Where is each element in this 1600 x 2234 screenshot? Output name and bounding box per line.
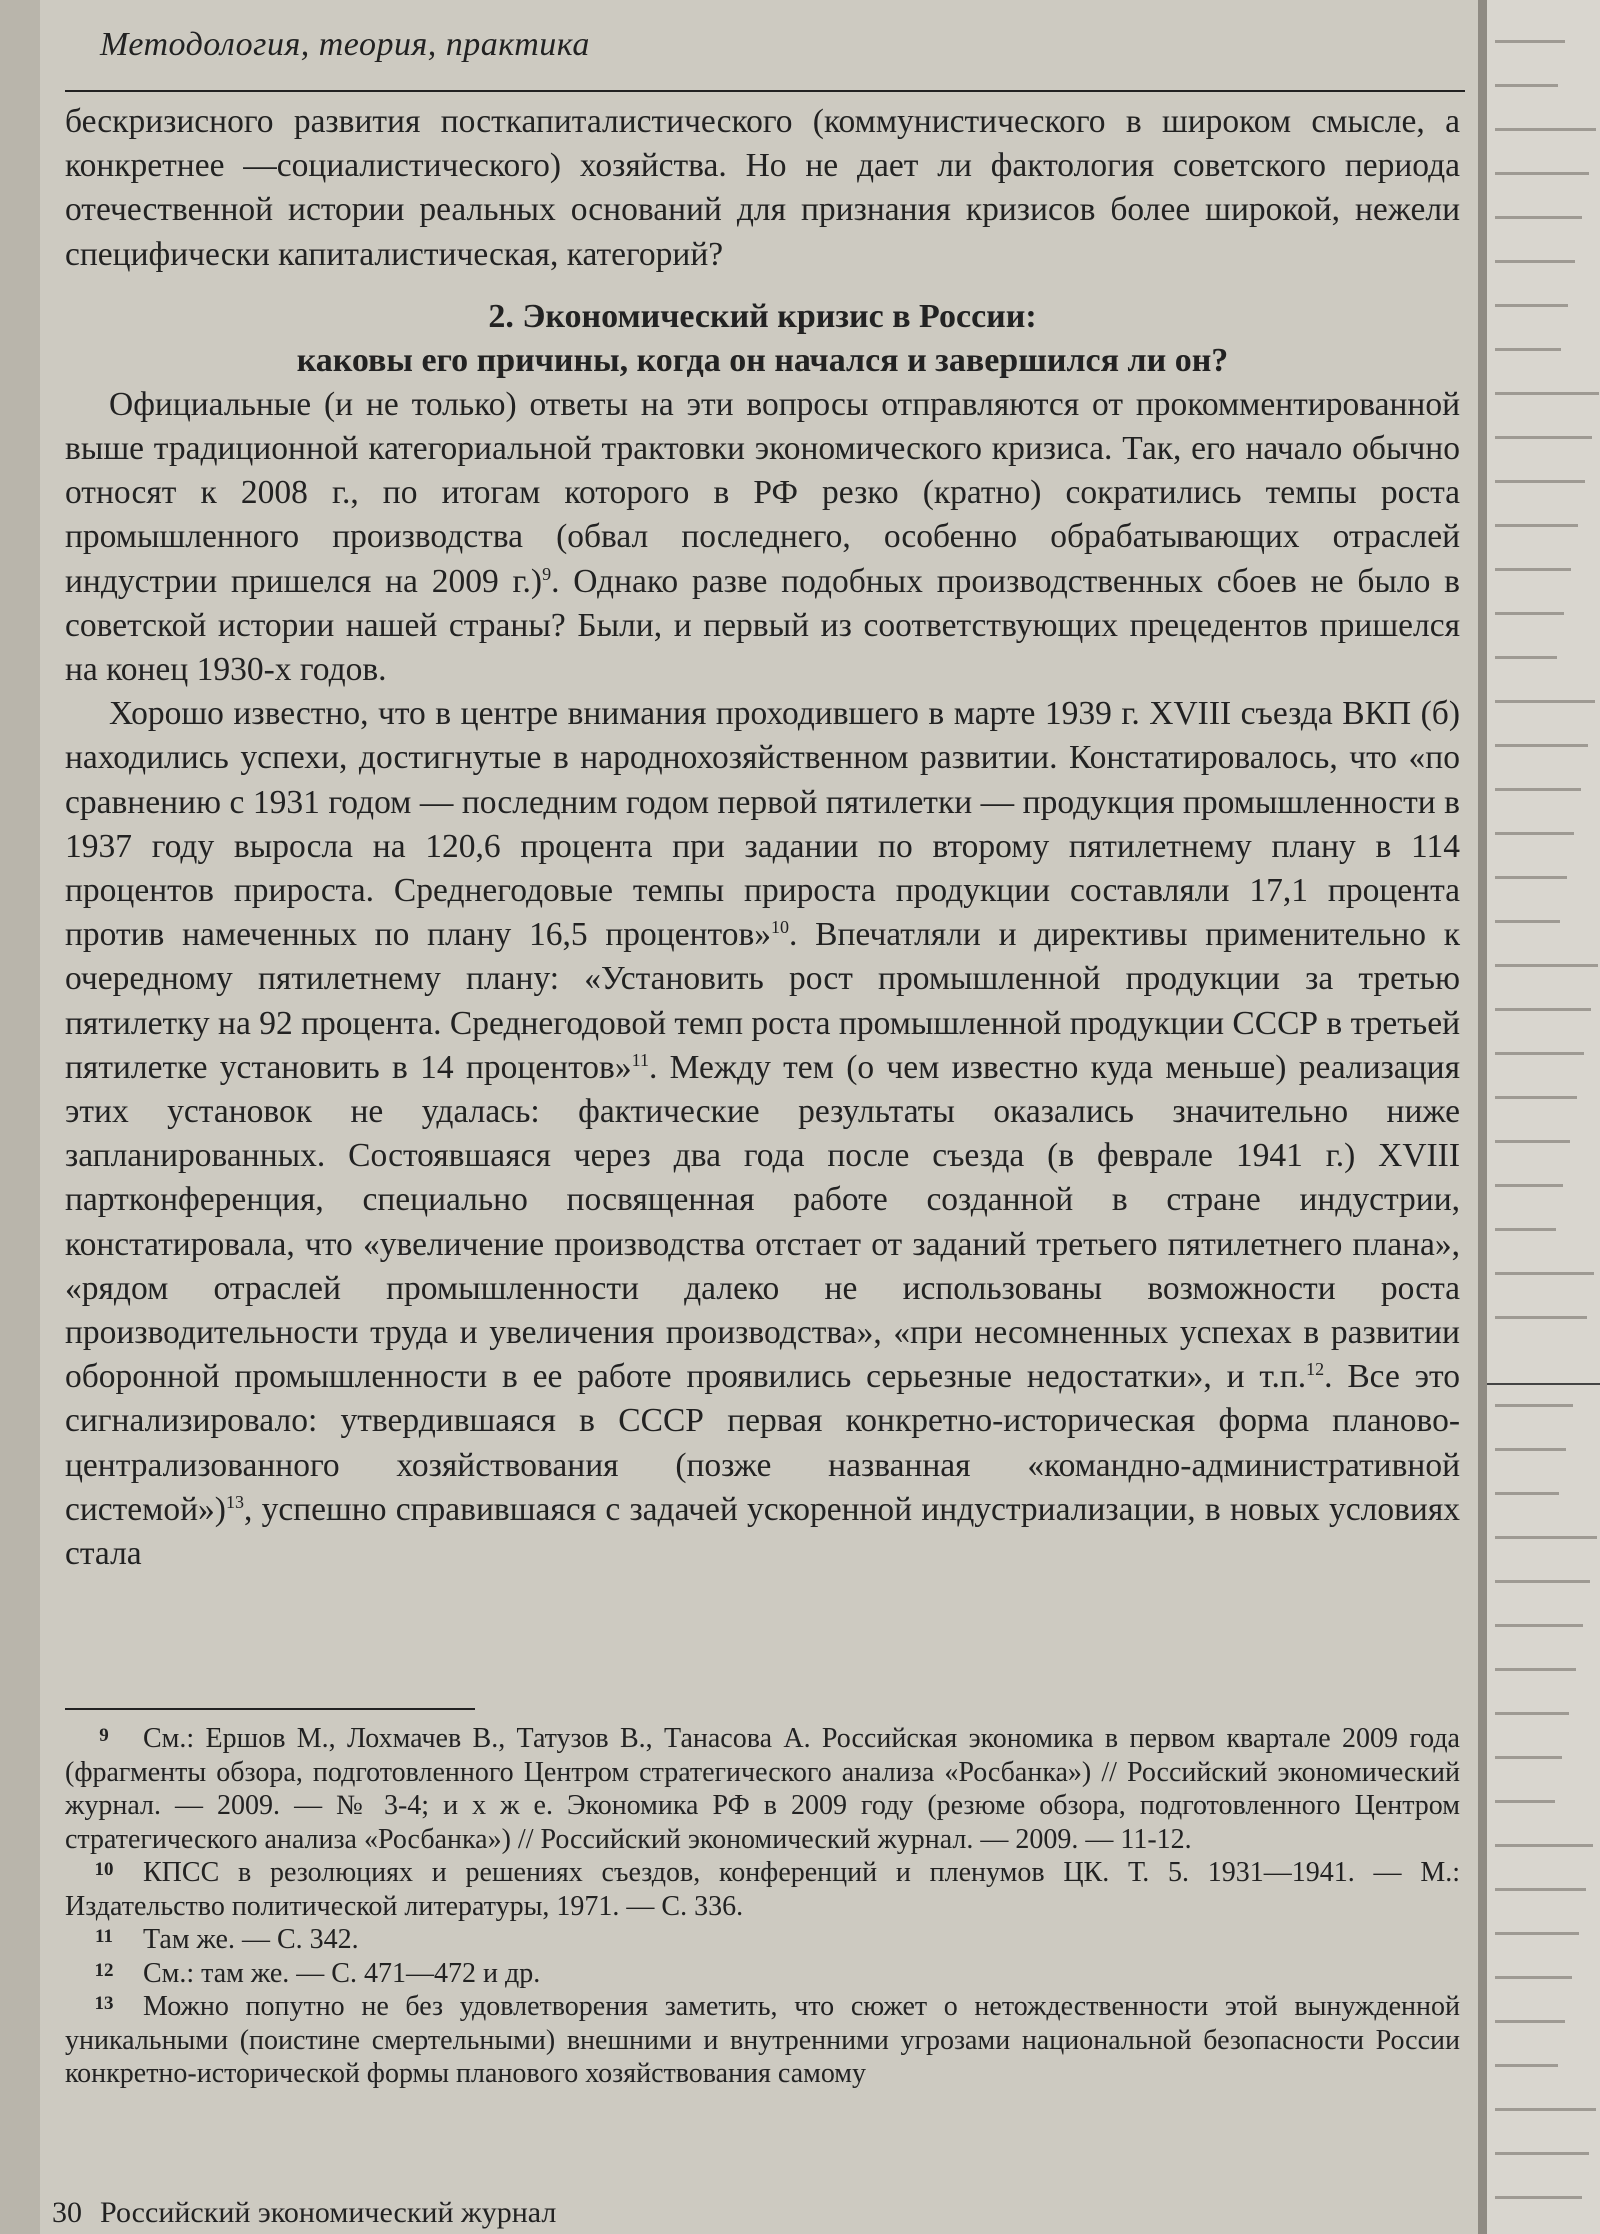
adjacent-page-line [1495,788,1581,791]
footnote-ref-10: 10 [771,917,790,938]
adjacent-page-line [1495,1536,1597,1539]
adjacent-page-line [1495,1096,1577,1099]
paragraph-2-text-c: . Между тем (о чем известно куда меньше) реализация этих установок не удалась: фактические результаты оказались значительно ниже запланированных. Состоявшаяся через два года после съезда (в феврале 1941 г.) XVIII партконференция, специально посвященная работе созданной в стране индустрии, констатировала, что «увеличение производства отстает от заданий третьего пятилетнего плана», «рядом отраслей промышленности далеко не использованы возможности роста производительности труда и увеличения производства», «при несомненных успехах в развитии оборонной промышленности в ее работе проявились серьезные недостатки», и т.п. [65,1048,1460,1396]
adjacent-page-line [1495,1668,1576,1671]
paragraph-2-text-b: . Впечатляли и директивы применительно к очередному пятилетнему плану: «Установить рост промышленной продукции за третью пятилетку на 92 процента. Среднегодовой темп роста промышленной продукции СССР в третьей пятилетке установить в 14 процентов» [65,916,1461,1086]
main-text [65,100,1460,1576]
section-heading-line2: каковы его причины, когда он начался и завершился ли он? [296,341,1229,379]
adjacent-page-line [1495,920,1560,923]
adjacent-page-line [1495,260,1575,263]
footnote-9 [65,1722,1460,1856]
footnote-ref-12: 12 [1306,1359,1325,1380]
adjacent-page-line [1495,876,1567,879]
adjacent-page-edge [1487,0,1600,2234]
adjacent-page-line [1495,568,1571,571]
adjacent-page-line [1495,2020,1565,2023]
footnotes [65,1722,1460,2091]
paragraph-2-text-a: Хорошо известно, что в центре внимания проходившего в марте 1939 г. XVIII съезда ВКП (б) находились успехи, достигнутые в народнохозяйственном развитии. Констатировалось, что «по сравнению с 1931 годом — последним годом первой пятилетки — продукция промышленности в 1937 году выросла на 120,6 процента при задании по второму пятилетнему плану в 114 процентов прироста. Среднегодовые темпы прироста продукции составляли 17,1 процента против намеченных по плану 16,5 процентов» [65,695,1460,954]
book-page [40,0,1485,2234]
paragraph-2-text-e: , успешно справившаяся с задачей ускоренной индустриализации, в новых условиях стала [65,1490,1460,1573]
adjacent-page-line [1495,1404,1573,1407]
adjacent-page-line [1495,128,1596,131]
running-header: Методология, теория, практика [100,26,590,63]
footnote-text: См.: Ершов М., Лохмачев В., Татузов В., Танасова А. Российская экономика в первом квартале 2009 года (фрагменты обзора, подготовленного Центром стратегического анализа «Росбанка») // Российский экономический журнал. — 2009. — № 3-4; и х ж е. Экономика РФ в 2009 году (резюме обзора, подготовленного Центром стратегического анализа «Росбанка») // Российский экономический журнал. — 2009. — 11-12. [65,1723,1460,1855]
adjacent-page-line [1495,1272,1594,1275]
header-rule [65,90,1465,92]
adjacent-page-line [1495,1932,1579,1935]
footnote-text: Там же. — С. 342. [143,1924,359,1955]
adjacent-page-line [1495,1888,1586,1891]
adjacent-page-line [1495,172,1589,175]
adjacent-page-line [1495,1844,1593,1847]
footnote-number: 11 [95,1926,113,1947]
journal-title: Российский экономический журнал [100,2196,557,2229]
footnote-number: 12 [94,1959,114,1981]
adjacent-page-line [1495,1976,1572,1979]
adjacent-page-line [1495,832,1574,835]
adjacent-page-line [1495,216,1582,219]
page-footer [52,2196,1452,2230]
adjacent-page-line [1495,1580,1590,1583]
section-heading-line1: 2. Экономический кризис в России: [488,297,1037,335]
footnote-text: Можно попутно не без удовлетворения заметить, что сюжет о нетождественности этой вынужденной уникальными (поистине смертельными) внешними и внутренними угрозами национальной безопасности России конкретно-исторической формы планового хозяйствования самому [65,1991,1460,2089]
paragraph-1-text-b: . Однако разве подобных производственных сбоев не было в советской истории нашей страны? Были, и первый из соответствующих прецедентов пришелся на конец 1930-х годов. [65,562,1460,689]
adjacent-page-line [1495,744,1588,747]
page-number: 30 [52,2196,82,2229]
footnote-number: 9 [99,1725,109,1746]
footnote-13 [65,1990,1460,2091]
intro-paragraph: бескризисного развития посткапиталистического (коммунистического в широком смысле, а конкретнее —социалистического) хозяйства. Но не дает ли фактология советского периода отечественной истории реальных оснований для признания кризисов более широкой, нежели специфически капиталистическая, категорий? [65,103,1460,273]
adjacent-page-line [1495,2108,1596,2111]
adjacent-page-line [1495,348,1561,351]
footnote-ref-11: 11 [631,1049,649,1070]
footnote-ref-13: 13 [225,1491,244,1512]
adjacent-page-line [1495,1800,1555,1803]
adjacent-page-line [1495,700,1595,703]
footnote-rule [65,1708,475,1710]
paragraph-2-text-d: . Все это сигнализировало: утвердившаяся в СССР первая конкретно-историческая форма планово-централизованного хозяйствования (позже названная «командно-административной системой») [65,1358,1460,1528]
paragraph-2 [65,692,1460,1576]
adjacent-page-line [1495,1052,1584,1055]
adjacent-page-line [1495,1228,1556,1231]
adjacent-page-line [1495,304,1568,307]
footnote-12 [65,1957,1460,1991]
footnote-ref-9: 9 [542,563,552,584]
adjacent-page-line [1495,40,1565,43]
adjacent-page-line [1495,1008,1591,1011]
adjacent-page-line [1495,1140,1570,1143]
section-heading [65,295,1460,383]
adjacent-page-line [1495,1316,1587,1319]
adjacent-page-line [1495,2152,1589,2155]
adjacent-page-line [1495,964,1598,967]
adjacent-page-rule [1487,1383,1600,1385]
adjacent-page-line [1495,612,1564,615]
adjacent-page-line [1495,392,1599,395]
paragraph-1 [65,383,1460,692]
adjacent-page-line [1495,656,1557,659]
paragraph-1-text-a: Официальные (и не только) ответы на эти вопросы отправляются от прокомментированной выше традиционной категориальной трактовки экономического кризиса. Так, его начало обычно относят к 2008 г., по итогам которого в РФ резко (кратно) сократились темпы роста промышленного производства (обвал последнего, особенно обрабатывающих отраслей индустрии пришелся на 2009 г.) [65,385,1460,600]
footnote-text: КПСС в резолюциях и решениях съездов, конференций и пленумов ЦК. Т. 5. 1931—1941. — М.: Издательство политической литературы, 1971. — С. 336. [65,1857,1460,1922]
adjacent-page-line [1495,84,1558,87]
adjacent-page-line [1495,1756,1562,1759]
adjacent-page-line [1495,524,1578,527]
footnote-number: 13 [94,1993,114,2014]
adjacent-page-line [1495,1492,1559,1495]
footnote-10 [65,1856,1460,1923]
adjacent-page-line [1495,1448,1566,1451]
footnote-text: См.: там же. — С. 471—472 и др. [143,1957,541,1989]
adjacent-page-line [1495,436,1592,439]
adjacent-page-line [1495,480,1585,483]
footnote-11 [65,1923,1460,1957]
adjacent-page-line [1495,1624,1583,1627]
adjacent-page-line [1495,2064,1558,2067]
adjacent-page-line [1495,1184,1563,1187]
adjacent-page-line [1495,1712,1569,1715]
adjacent-page-line [1495,2196,1582,2199]
footnote-number: 10 [94,1859,114,1880]
